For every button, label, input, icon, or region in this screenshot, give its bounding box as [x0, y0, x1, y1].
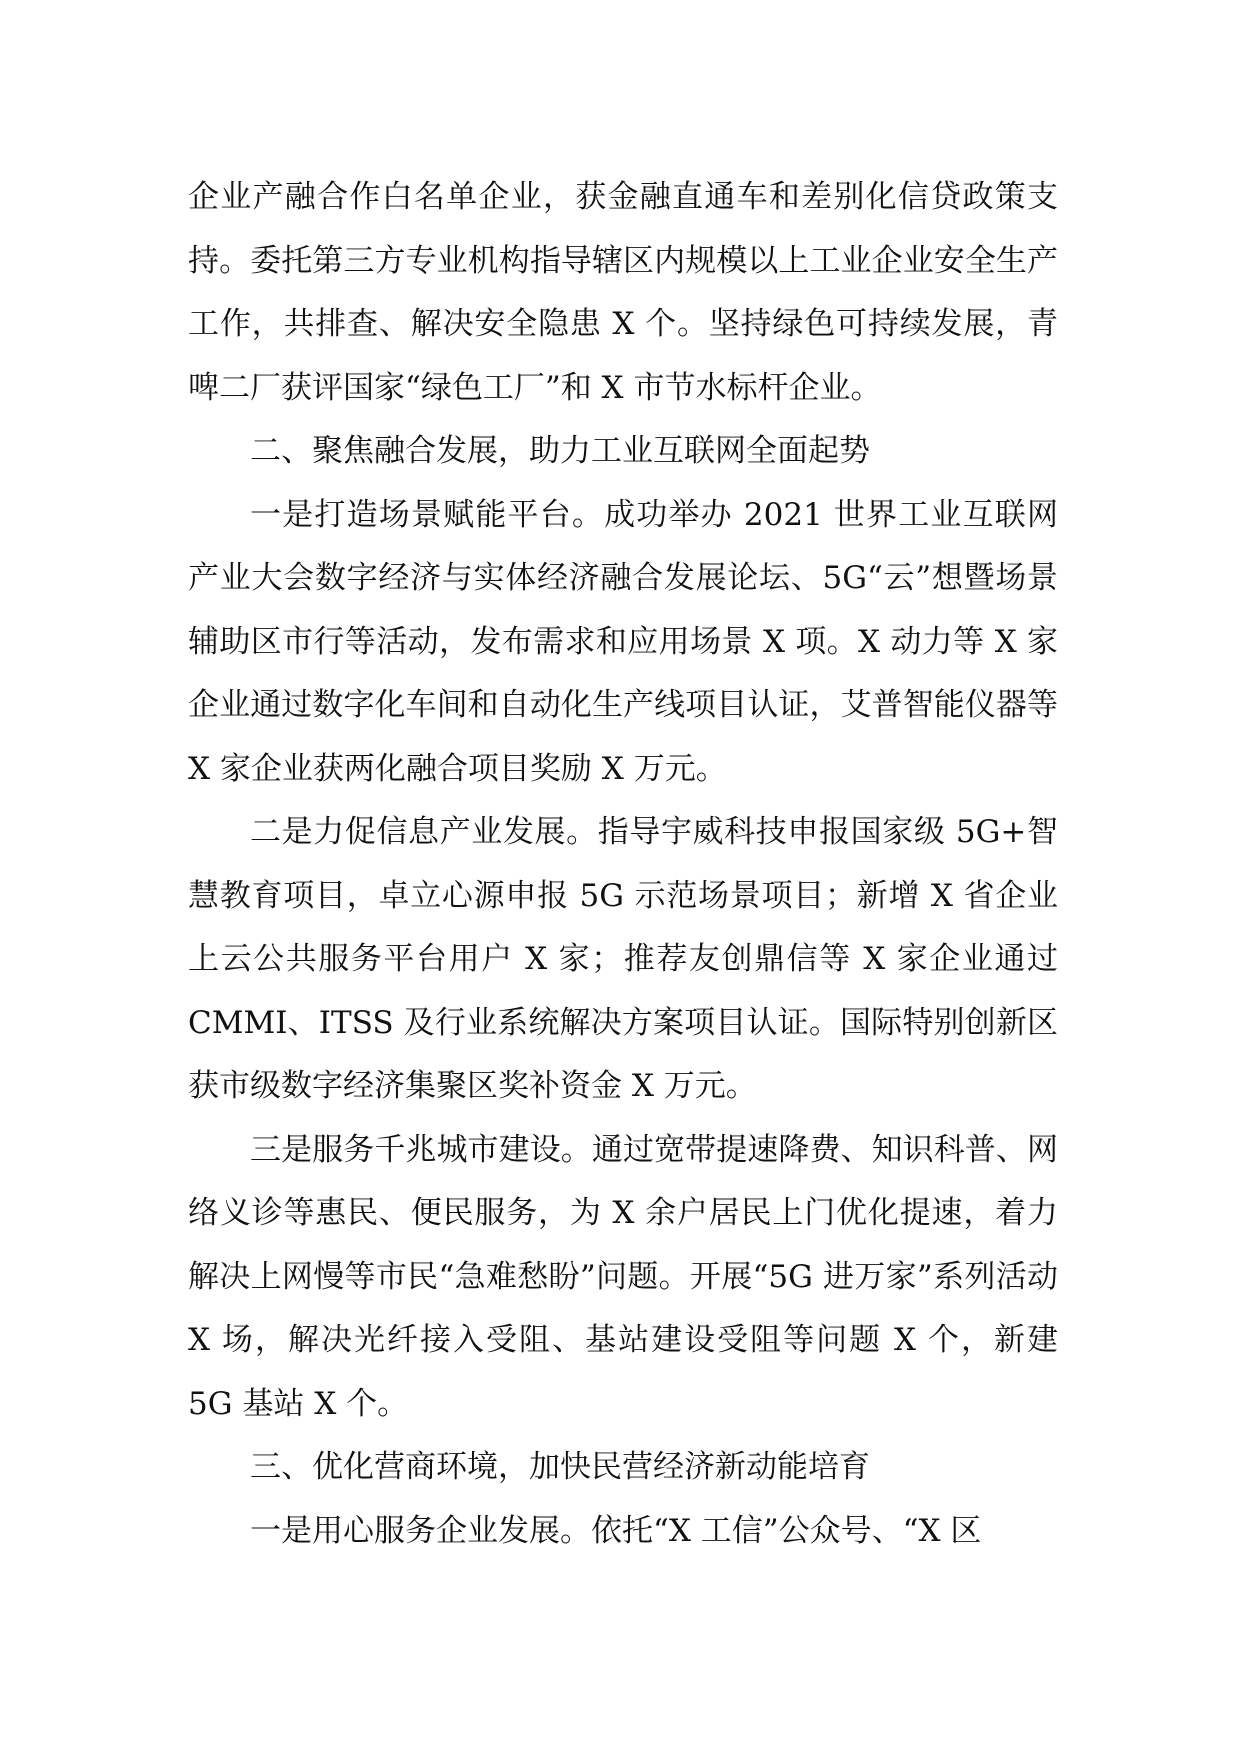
paragraph-scenario-platform: 一是打造场景赋能平台。成功举办 2021 世界工业互联网产业大会数字经济与实体经济融合发展论坛、5G“云”想暨场景辅助区市行等活动，发布需求和应用场景 X 项。X 动力等 X 家企业通过数字化车间和自动化生产线项目认证，艾普智能仪器等 X 家企业获两化融合项目奖励 X 万元。	[188, 496, 1058, 787]
paragraph-continuation: 企业产融合作白名单企业，获金融直通车和差别化信贷政策支持。委托第三方专业机构指导辖区内规模以上工业企业安全生产工作，共排查、解决安全隐患 X 个。坚持绿色可持续发展，青啤二厂获评国家“绿色工厂”和 X 市节水标杆企业。	[188, 179, 1058, 406]
paragraph-information-industry: 二是力促信息产业发展。指导宇威科技申报国家级 5G+智慧教育项目，卓立心源申报 5G 示范场景项目；新增 X 省企业上云公共服务平台用户 X 家；推荐友创鼎信等 X 家企业通过 CMMI、ITSS 及行业系统解决方案项目认证。国际特别创新区获市级数字经济集聚区奖补资金 X 万元。	[188, 814, 1058, 1104]
document-body	[188, 166, 1058, 1563]
section-heading-3: 三、优化营商环境，加快民营经济新动能培育	[250, 1449, 870, 1485]
section-heading-2: 二、聚焦融合发展，助力工业互联网全面起势	[250, 433, 870, 469]
paragraph-enterprise-service: 一是用心服务企业发展。依托“X 工信”公众号、“X 区	[250, 1512, 982, 1549]
paragraph-gigabit-city: 三是服务千兆城市建设。通过宽带提速降费、知识科普、网络义诊等惠民、便民服务，为 X 余户居民上门优化提速，着力解决上网慢等市民“急难愁盼”问题。开展“5G 进万家”系列活动 X 场，解决光纤接入受阻、基站建设受阻等问题 X 个，新建 5G 基站 X 个。	[188, 1131, 1058, 1422]
